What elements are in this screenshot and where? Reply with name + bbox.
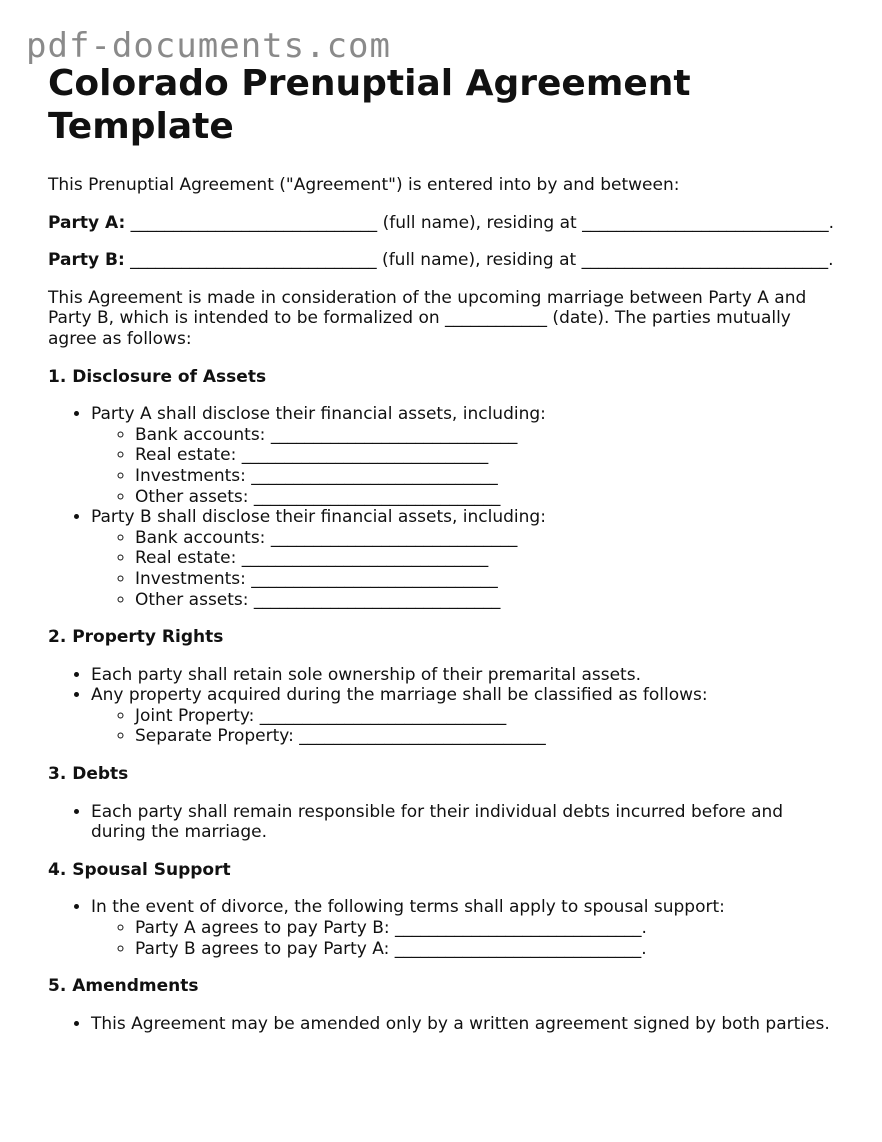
document-title: Colorado Prenuptial Agreement Template [48, 63, 691, 147]
sub-list-item: ◦ Investments: _____________________________ [135, 569, 838, 590]
intro-paragraph: This Prenuptial Agreement ("Agreement") is entered into by and between: [48, 175, 680, 195]
party-a-label: Party A: [48, 212, 126, 233]
list-item: • This Agreement may be amended only by a written agreement signed by both parties. [91, 1014, 838, 1035]
list-item: • In the event of divorce, the following terms shall apply to spousal support: ◦ Party A agrees to pay Party B: _____________________________. ◦ Party B agrees to pay Party A: _____________________________. [91, 897, 838, 959]
section-list-spousal-support [48, 897, 838, 959]
section-list-debts [48, 802, 838, 843]
sub-list [91, 528, 838, 610]
consideration-paragraph: This Agreement is made in consideration of the upcoming marriage between Party A and Party B, which is intended to be formalized on ____________ (date). The parties mutually agree as follows: [48, 287, 807, 349]
section-list-property-rights [48, 665, 838, 747]
section-heading-spousal-support: 4. Spousal Support [48, 859, 231, 880]
sub-list-item: ◦ Other assets: _____________________________ [135, 590, 838, 611]
sub-list-item: ◦ Investments: _____________________________ [135, 466, 838, 487]
sub-list [91, 918, 838, 959]
sub-list-item: ◦ Real estate: _____________________________ [135, 445, 838, 466]
watermark: pdf-documents.com [26, 26, 391, 66]
party-b-details: _____________________________ (full name), residing at _____________________________. [124, 250, 834, 271]
sub-list-item: ◦ Joint Property: _____________________________ [135, 706, 838, 727]
document-page [48, 62, 838, 1034]
list-item: • Each party shall retain sole ownership of their premarital assets. [91, 665, 838, 686]
list-item: • Party B shall disclose their financial assets, including: ◦ Bank accounts: _____________________________ ◦ Real estate: _____________________________ ◦ Investments: _____________________________ ◦ Other assets: _____________________________ [91, 507, 838, 610]
sub-list-item: ◦ Other assets: _____________________________ [135, 487, 838, 508]
section-heading-property-rights: 2. Property Rights [48, 627, 224, 648]
sub-list-item: ◦ Separate Property: _____________________________ [135, 726, 838, 747]
party-b-label: Party B: [48, 250, 125, 271]
list-item: • Party A shall disclose their financial assets, including: ◦ Bank accounts: _____________________________ ◦ Real estate: _____________________________ ◦ Investments: _____________________________ ◦ Other assets: _____________________________ [91, 404, 838, 507]
sub-list [91, 706, 838, 747]
section-heading-amendments: 5. Amendments [48, 976, 199, 997]
section-list-disclosure [48, 404, 838, 610]
section-heading-debts: 3. Debts [48, 764, 129, 785]
list-item: • Each party shall remain responsible for their individual debts incurred before and during the marriage. [91, 802, 838, 843]
sub-list [91, 425, 838, 507]
party-a-line [48, 213, 838, 234]
party-a-details: _____________________________ (full name), residing at _____________________________. [125, 212, 834, 233]
party-b-line [48, 250, 838, 271]
sub-list-item: ◦ Party A agrees to pay Party B: _____________________________. [135, 918, 838, 939]
sub-list-item: ◦ Party B agrees to pay Party A: _____________________________. [135, 939, 838, 960]
section-heading-disclosure: 1. Disclosure of Assets [48, 366, 267, 387]
list-item: • Any property acquired during the marriage shall be classified as follows: ◦ Joint Property: _____________________________ ◦ Separate Property: _____________________________ [91, 685, 838, 747]
sub-list-item: ◦ Real estate: _____________________________ [135, 548, 838, 569]
sub-list-item: ◦ Bank accounts: _____________________________ [135, 425, 838, 446]
sub-list-item: ◦ Bank accounts: _____________________________ [135, 528, 838, 549]
section-list-amendments [48, 1014, 838, 1035]
